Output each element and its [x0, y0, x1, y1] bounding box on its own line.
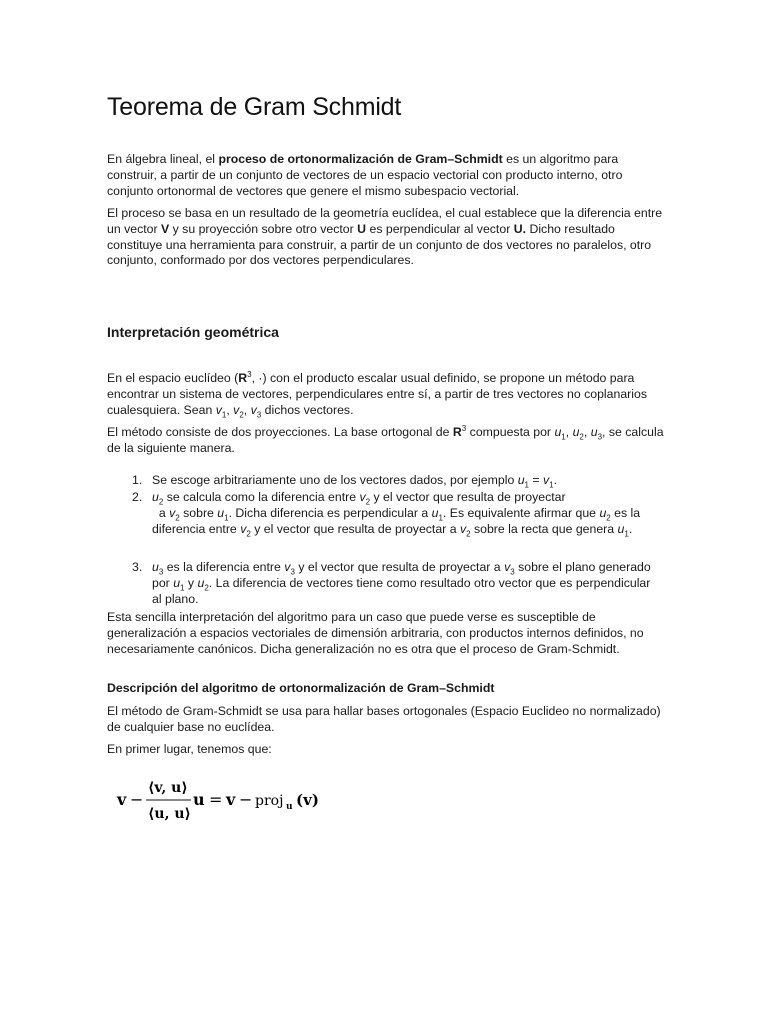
formula-proj-sub: u: [286, 802, 293, 812]
section-heading-interpretation: Interpretación geométrica: [107, 324, 279, 340]
vector-u: U.: [513, 221, 527, 236]
formula-proj: proj: [255, 793, 284, 809]
text-run: compuesta por: [466, 425, 555, 439]
formula-minus: −: [239, 790, 253, 809]
formula-svg: [115, 772, 335, 828]
formula-denominator: ⟨u, u⟩: [148, 806, 191, 822]
list-text: se calcula como la diferencia entre: [163, 490, 360, 504]
bold-term: proceso de ortonormalización de Gram–Schmidt: [218, 152, 503, 166]
list-item: 3. $u_3$ es la diferencia entre $v_3$ y el vector que resulta de proyectar a $v_3$ sobre el plano generado por $u_1$ y $u_2$. La diferencia de vectores tiene como resultado otro vector que es perpendicular al plano.: [132, 560, 651, 606]
vector-u: U: [357, 221, 367, 236]
list-item: 2. $u_2$ se calcula como la diferencia entre $v_2$ y el vector que resulta de proyectar a $v_2$ sobre $u_1$. Dicha diferencia es perpendicular a $u_1$. Es equivalente afirmar que $u_2$ es la diferencia entre $v_2$ y el vector que resulta de proyectar a $v_2$ sobre la recta que genera $u_1$.: [132, 490, 641, 539]
steps-list: [107, 473, 659, 607]
list-number: 1.: [132, 473, 143, 487]
text-run: En el espacio euclídeo (: [107, 371, 239, 385]
list-item: 1. Se escoge arbitrariamente uno de los vectores dados, por ejemplo $u_1 = v_1$.: [132, 473, 558, 490]
formula-v: v: [226, 790, 236, 809]
paragraph-text: El método de Gram-Schmidt se usa para hallar bases ortogonales (Espacio Euclideo no normalizado) de cualquier base no euclídea.: [107, 704, 661, 734]
formula-equals: =: [209, 790, 223, 809]
superscript: 3: [247, 369, 252, 379]
r-symbol: R: [452, 425, 462, 439]
text-run: y su proyección sobre otro vector: [169, 221, 358, 236]
list-number: 3.: [132, 560, 143, 574]
section2-paragraph-1: [107, 704, 667, 736]
formula-minus: −: [130, 790, 144, 809]
formula-v: v: [117, 790, 127, 809]
formula-u: u: [193, 790, 205, 809]
section1-paragraph-3: [107, 610, 667, 657]
paragraph-text: Esta sencilla interpretación del algoritmo para un caso que puede verse es susceptible de generalización a espacios vectoriales de dimensión arbitraria, con productos internos definidos, no necesariamente canónicos. Dicha generalización no es otra que el proceso de Gram-Schmidt.: [107, 610, 644, 656]
section1-paragraph-1: En el espacio euclídeo ($R^3$, ·) con el producto escalar usual definido, se propone un método para encontrar un sistema de vectores, perpendiculares entre sí, a partir de tres vectores no coplanarios cualesquiera. Sean $v_1$, $v_2$, $v_3$ dichos vectores.: [107, 369, 647, 420]
list-text: es la diferencia entre: [163, 560, 285, 574]
text-run: , se calcula de la siguiente manera.: [107, 425, 664, 455]
text-run: El método consiste de dos proyecciones. La base ortogonal de: [107, 425, 453, 439]
section1-paragraph-2: El método consiste de dos proyecciones. La base ortogonal de $R^3$ compuesta por $u_1$, $u_2$, $u_3$, se calcula de la siguiente manera.: [107, 423, 664, 455]
formula-numerator: ⟨v, u⟩: [148, 780, 188, 796]
r-symbol: R: [238, 371, 248, 385]
gram-schmidt-formula: [115, 772, 335, 828]
section-heading-algorithm: Descripción del algoritmo de ortonormalización de Gram–Schmidt: [107, 681, 495, 695]
intro-paragraph-2: [107, 206, 667, 269]
vector-v: V: [161, 221, 170, 236]
paragraph-text: En primer lugar, tenemos que:: [107, 742, 272, 756]
text-run: dichos vectores.: [261, 402, 354, 417]
section2-paragraph-2: [107, 742, 667, 758]
list-number: 2.: [132, 490, 143, 504]
page-title: Teorema de Gram Schmidt: [107, 93, 402, 121]
list-text: Se escoge arbitrariamente uno de los vectores dados, por ejemplo: [152, 473, 518, 487]
formula-proj-arg: (v): [296, 791, 319, 809]
text-run: es perpendicular al vector: [366, 221, 514, 236]
intro-paragraph-1: [107, 152, 667, 199]
text-run: En álgebra lineal, el: [107, 152, 219, 166]
text-run: , ·) con el producto escalar usual definido, se propone un método para encontrar un sistema de vectores, perpendiculares entre sí, a partir de tres vectores no coplanarios cualesquiera. Sean: [107, 371, 647, 417]
text-run: Dicho resultado constituye una herramienta para construir, a partir de un conjunto de dos vectores no paralelos, otro conjunto, conformado por dos vectores perpendiculares.: [107, 221, 652, 268]
text-run: El proceso se basa en un resultado de la geometría euclídea, el cual establece que la diferencia entre un vector: [107, 206, 663, 236]
superscript: 3: [461, 423, 467, 433]
text-run: es un algoritmo para construir, a partir de un conjunto de vectores de un espacio vectorial con producto interno, otro conjunto ortonormal de vectores que genere el mismo subespacio vectorial.: [107, 152, 623, 198]
